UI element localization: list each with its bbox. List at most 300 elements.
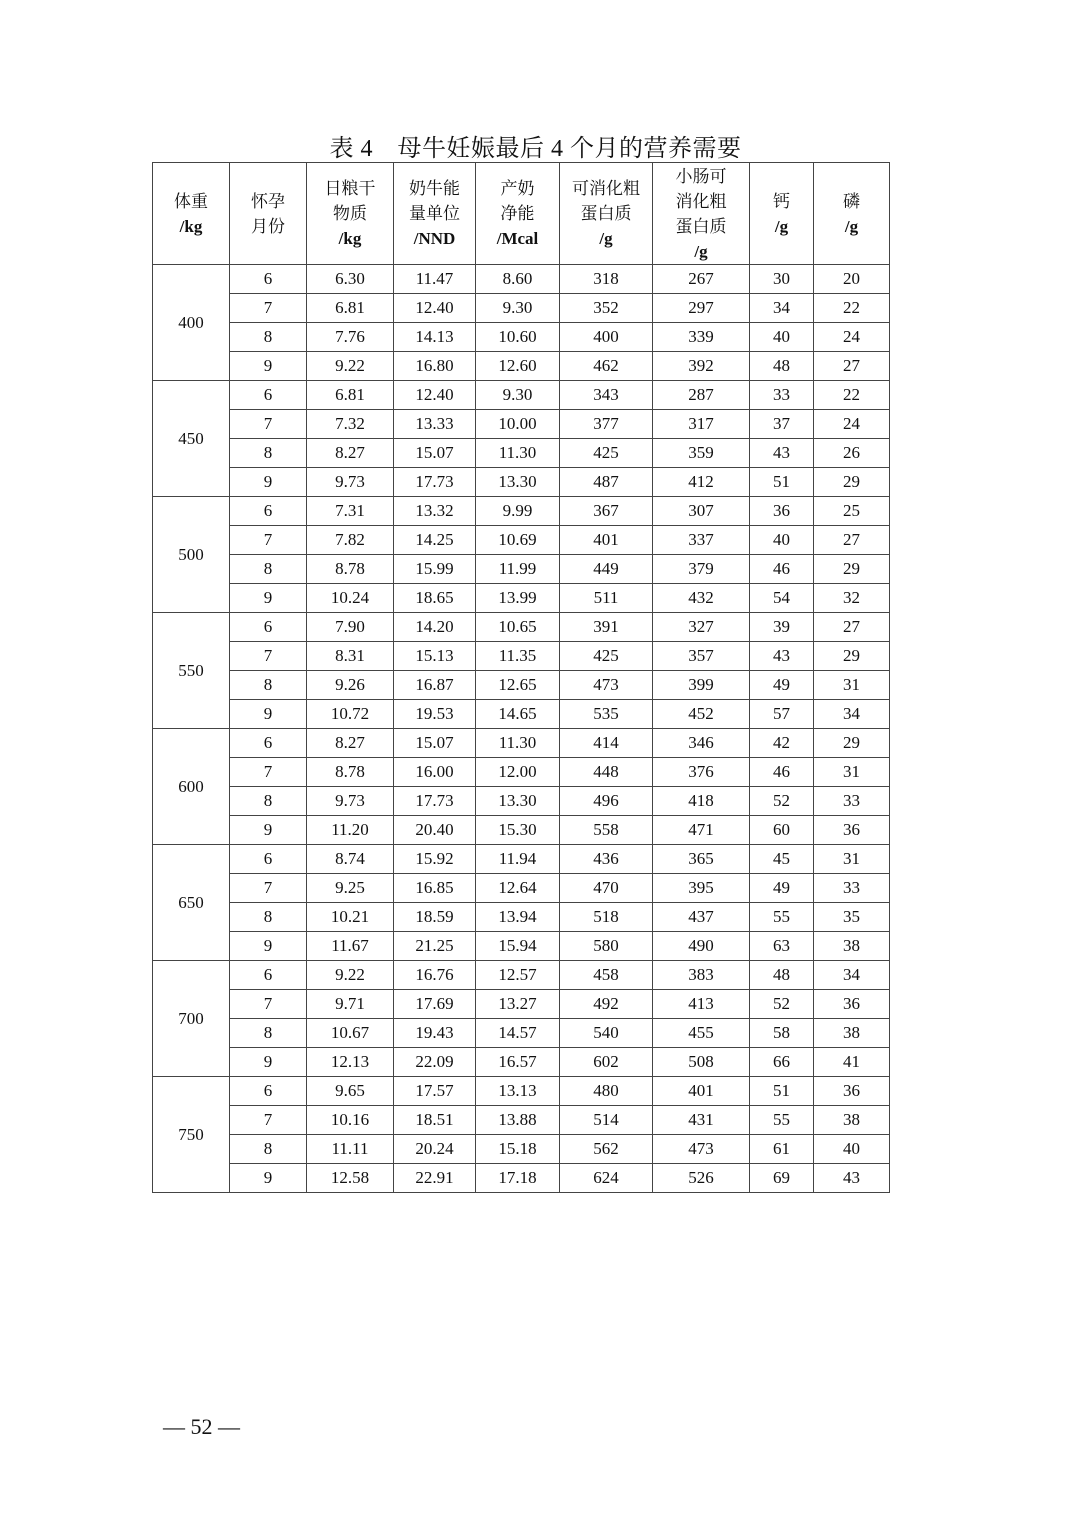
table-cell: 24: [814, 323, 890, 352]
table-cell: 25: [814, 497, 890, 526]
table-cell: 449: [560, 555, 653, 584]
table-cell: 12.58: [307, 1164, 394, 1193]
table-cell: 471: [653, 816, 750, 845]
table-cell: 8.27: [307, 439, 394, 468]
table-cell: 18.65: [394, 584, 476, 613]
table-cell: 13.13: [476, 1077, 560, 1106]
table-cell: 52: [750, 787, 814, 816]
table-cell: 49: [750, 671, 814, 700]
table-cell: 31: [814, 758, 890, 787]
table-cell: 48: [750, 352, 814, 381]
table-cell: 455: [653, 1019, 750, 1048]
table-cell: 39: [750, 613, 814, 642]
table-cell: 10.67: [307, 1019, 394, 1048]
column-header-line: 钙: [773, 191, 790, 211]
column-header-unit: /kg: [338, 229, 362, 248]
table-cell: 27: [814, 352, 890, 381]
table-cell: 395: [653, 874, 750, 903]
table-cell: 13.32: [394, 497, 476, 526]
table-cell: 6.30: [307, 265, 394, 294]
table-cell: 16.80: [394, 352, 476, 381]
table-cell: 12.40: [394, 381, 476, 410]
table-cell: 10.21: [307, 903, 394, 932]
table-cell: 9.73: [307, 468, 394, 497]
table-cell: 29: [814, 555, 890, 584]
table-cell: 6: [230, 845, 307, 874]
table-cell: 7.76: [307, 323, 394, 352]
table-cell: 7: [230, 642, 307, 671]
table-cell: 418: [653, 787, 750, 816]
column-header: [307, 163, 394, 265]
table-row: [153, 903, 890, 932]
table-cell: 8.74: [307, 845, 394, 874]
table-cell: 6: [230, 1077, 307, 1106]
table-cell: 57: [750, 700, 814, 729]
table-cell: 580: [560, 932, 653, 961]
table-cell: 7.82: [307, 526, 394, 555]
table-cell: 297: [653, 294, 750, 323]
table-cell: 17.57: [394, 1077, 476, 1106]
table-cell: 8.60: [476, 265, 560, 294]
table-row: [153, 294, 890, 323]
table-cell: 9.22: [307, 961, 394, 990]
table-row: [153, 526, 890, 555]
table-cell: 518: [560, 903, 653, 932]
table-cell: 470: [560, 874, 653, 903]
table-cell: 9: [230, 352, 307, 381]
table-cell: 11.11: [307, 1135, 394, 1164]
table-cell: 7: [230, 294, 307, 323]
table-cell: 7: [230, 526, 307, 555]
table-cell: 6.81: [307, 381, 394, 410]
page-number: — 52 —: [163, 1414, 240, 1439]
table-cell: 16.87: [394, 671, 476, 700]
table-cell: 8: [230, 671, 307, 700]
table-cell: 66: [750, 1048, 814, 1077]
table-cell: 36: [750, 497, 814, 526]
table-cell: 436: [560, 845, 653, 874]
table-cell: 10.00: [476, 410, 560, 439]
weight-cell: 750: [153, 1077, 230, 1193]
table-cell: 9.73: [307, 787, 394, 816]
table-cell: 492: [560, 990, 653, 1019]
table-cell: 9.99: [476, 497, 560, 526]
table-cell: 29: [814, 642, 890, 671]
table-cell: 15.92: [394, 845, 476, 874]
weight-cell: 550: [153, 613, 230, 729]
table-cell: 8: [230, 1135, 307, 1164]
column-header: [230, 163, 307, 265]
table-cell: 496: [560, 787, 653, 816]
table-cell: 8.78: [307, 758, 394, 787]
table-cell: 51: [750, 468, 814, 497]
table-row: [153, 642, 890, 671]
table-cell: 343: [560, 381, 653, 410]
table-row: [153, 584, 890, 613]
table-cell: 624: [560, 1164, 653, 1193]
table-cell: 32: [814, 584, 890, 613]
table-cell: 425: [560, 439, 653, 468]
table-cell: 8: [230, 1019, 307, 1048]
table-cell: 21.25: [394, 932, 476, 961]
column-header: [653, 163, 750, 265]
table-cell: 14.65: [476, 700, 560, 729]
table-cell: 562: [560, 1135, 653, 1164]
table-cell: 558: [560, 816, 653, 845]
table-cell: 22: [814, 294, 890, 323]
table-cell: 48: [750, 961, 814, 990]
table-row: [153, 758, 890, 787]
table-row: [153, 1019, 890, 1048]
column-header-line: 消化粗: [675, 191, 727, 211]
table-cell: 24: [814, 410, 890, 439]
table-row: [153, 787, 890, 816]
table-cell: 17.73: [394, 787, 476, 816]
table-cell: 9.22: [307, 352, 394, 381]
table-row: [153, 1135, 890, 1164]
table-cell: 38: [814, 1019, 890, 1048]
table-cell: 10.60: [476, 323, 560, 352]
table-cell: 14.20: [394, 613, 476, 642]
table-cell: 27: [814, 613, 890, 642]
table-cell: 318: [560, 265, 653, 294]
table-cell: 52: [750, 990, 814, 1019]
table-cell: 391: [560, 613, 653, 642]
table-cell: 30: [750, 265, 814, 294]
table-cell: 6.81: [307, 294, 394, 323]
table-cell: 9.26: [307, 671, 394, 700]
table-cell: 7: [230, 990, 307, 1019]
table-cell: 352: [560, 294, 653, 323]
table-row: [153, 961, 890, 990]
table-cell: 365: [653, 845, 750, 874]
column-header: [476, 163, 560, 265]
table-cell: 392: [653, 352, 750, 381]
weight-cell: 400: [153, 265, 230, 381]
table-cell: 22: [814, 381, 890, 410]
table-cell: 15.07: [394, 439, 476, 468]
table-cell: 35: [814, 903, 890, 932]
table-cell: 33: [750, 381, 814, 410]
table-cell: 514: [560, 1106, 653, 1135]
table-cell: 9: [230, 584, 307, 613]
table-cell: 69: [750, 1164, 814, 1193]
table-cell: 462: [560, 352, 653, 381]
table-cell: 10.69: [476, 526, 560, 555]
column-header-unit: /g: [774, 216, 789, 236]
table-cell: 15.30: [476, 816, 560, 845]
table-cell: 7: [230, 410, 307, 439]
table-cell: 18.59: [394, 903, 476, 932]
table-cell: 40: [750, 323, 814, 352]
table-cell: 16.57: [476, 1048, 560, 1077]
table-cell: 42: [750, 729, 814, 758]
table-cell: 38: [814, 932, 890, 961]
table-cell: 9.30: [476, 381, 560, 410]
table-cell: 29: [814, 468, 890, 497]
table-cell: 26: [814, 439, 890, 468]
table-row: [153, 1048, 890, 1077]
table-cell: 19.53: [394, 700, 476, 729]
table-cell: 6: [230, 381, 307, 410]
table-cell: 9.65: [307, 1077, 394, 1106]
table-cell: 13.27: [476, 990, 560, 1019]
table-cell: 12.00: [476, 758, 560, 787]
column-header-line: 可消化粗: [572, 179, 640, 198]
table-row: [153, 439, 890, 468]
table-cell: 526: [653, 1164, 750, 1193]
table-cell: 9: [230, 700, 307, 729]
table-cell: 8: [230, 323, 307, 352]
table-cell: 7.90: [307, 613, 394, 642]
table-cell: 12.64: [476, 874, 560, 903]
table-body: [153, 265, 890, 1193]
table-cell: 425: [560, 642, 653, 671]
table-row: [153, 555, 890, 584]
table-cell: 12.65: [476, 671, 560, 700]
table-cell: 9: [230, 1048, 307, 1077]
table-cell: 22.09: [394, 1048, 476, 1077]
table-cell: 602: [560, 1048, 653, 1077]
table-cell: 36: [814, 1077, 890, 1106]
table-row: [153, 816, 890, 845]
table-cell: 14.13: [394, 323, 476, 352]
weight-cell: 450: [153, 381, 230, 497]
table-cell: 400: [560, 323, 653, 352]
table-row: [153, 1164, 890, 1193]
table-cell: 12.40: [394, 294, 476, 323]
table-cell: 7: [230, 874, 307, 903]
table-cell: 54: [750, 584, 814, 613]
table-cell: 8: [230, 787, 307, 816]
table-cell: 6: [230, 613, 307, 642]
table-cell: 18.51: [394, 1106, 476, 1135]
table-cell: 487: [560, 468, 653, 497]
table-cell: 11.30: [476, 729, 560, 758]
table-row: [153, 497, 890, 526]
weight-cell: 700: [153, 961, 230, 1077]
column-header-line: 奶牛能: [409, 179, 460, 198]
table-cell: 11.67: [307, 932, 394, 961]
column-header: [750, 163, 814, 265]
table-cell: 34: [750, 294, 814, 323]
table-cell: 43: [750, 439, 814, 468]
table-cell: 20.24: [394, 1135, 476, 1164]
column-header-unit: /kg: [179, 216, 203, 236]
table-cell: 377: [560, 410, 653, 439]
table-cell: 8.27: [307, 729, 394, 758]
table-cell: 401: [653, 1077, 750, 1106]
table-cell: 8: [230, 555, 307, 584]
table-cell: 41: [814, 1048, 890, 1077]
nutrition-requirements-table: [152, 162, 890, 1193]
table-cell: 431: [653, 1106, 750, 1135]
table-cell: 307: [653, 497, 750, 526]
table-cell: 40: [814, 1135, 890, 1164]
table-cell: 413: [653, 990, 750, 1019]
table-cell: 473: [653, 1135, 750, 1164]
column-header-line: 蛋白质: [675, 216, 727, 236]
table-cell: 448: [560, 758, 653, 787]
table-cell: 412: [653, 468, 750, 497]
table-cell: 376: [653, 758, 750, 787]
table-row: [153, 700, 890, 729]
table-cell: 16.85: [394, 874, 476, 903]
table-row: [153, 671, 890, 700]
table-cell: 317: [653, 410, 750, 439]
table-cell: 51: [750, 1077, 814, 1106]
column-header-line: 净能: [500, 204, 535, 223]
table-cell: 13.30: [476, 787, 560, 816]
column-header-line: 磷: [843, 191, 860, 211]
table-cell: 9: [230, 1164, 307, 1193]
table-title: 表 4 母牛妊娠最后 4 个月的营养需要: [329, 136, 742, 162]
table-cell: 55: [750, 1106, 814, 1135]
table-cell: 43: [814, 1164, 890, 1193]
table-cell: 15.07: [394, 729, 476, 758]
table-cell: 511: [560, 584, 653, 613]
table-cell: 17.73: [394, 468, 476, 497]
table-cell: 11.47: [394, 265, 476, 294]
table-cell: 357: [653, 642, 750, 671]
column-header-unit: /NND: [413, 229, 456, 248]
table-cell: 31: [814, 845, 890, 874]
weight-cell: 500: [153, 497, 230, 613]
table-cell: 15.99: [394, 555, 476, 584]
table-row: [153, 381, 890, 410]
table-cell: 13.99: [476, 584, 560, 613]
table-cell: 55: [750, 903, 814, 932]
table-cell: 267: [653, 265, 750, 294]
table-cell: 46: [750, 555, 814, 584]
table-cell: 13.30: [476, 468, 560, 497]
table-row: [153, 990, 890, 1019]
table-cell: 7.32: [307, 410, 394, 439]
table-cell: 508: [653, 1048, 750, 1077]
table-cell: 60: [750, 816, 814, 845]
table-cell: 7: [230, 1106, 307, 1135]
table-cell: 9.30: [476, 294, 560, 323]
table-cell: 8.78: [307, 555, 394, 584]
column-header: [394, 163, 476, 265]
column-header-unit: /g: [599, 229, 613, 248]
table-cell: 11.99: [476, 555, 560, 584]
table-row: [153, 468, 890, 497]
table-row: [153, 729, 890, 758]
table-cell: 8.31: [307, 642, 394, 671]
header-row: [153, 163, 890, 265]
column-header-unit: /Mcal: [496, 229, 539, 248]
table-cell: 61: [750, 1135, 814, 1164]
table-cell: 58: [750, 1019, 814, 1048]
table-cell: 31: [814, 671, 890, 700]
table-cell: 414: [560, 729, 653, 758]
table-row: [153, 352, 890, 381]
column-header-line: 小肠可: [675, 166, 727, 186]
table-cell: 17.69: [394, 990, 476, 1019]
table-cell: 287: [653, 381, 750, 410]
table-cell: 36: [814, 816, 890, 845]
table-cell: 20.40: [394, 816, 476, 845]
table-cell: 11.94: [476, 845, 560, 874]
table-cell: 10.16: [307, 1106, 394, 1135]
table-cell: 379: [653, 555, 750, 584]
table-cell: 16.00: [394, 758, 476, 787]
table-cell: 15.94: [476, 932, 560, 961]
table-cell: 13.33: [394, 410, 476, 439]
table-cell: 33: [814, 874, 890, 903]
table-cell: 45: [750, 845, 814, 874]
table-cell: 535: [560, 700, 653, 729]
table-cell: 9.71: [307, 990, 394, 1019]
table-cell: 401: [560, 526, 653, 555]
table-cell: 19.43: [394, 1019, 476, 1048]
table-cell: 6: [230, 961, 307, 990]
table-cell: 9.25: [307, 874, 394, 903]
column-header-line: 体重: [174, 191, 208, 211]
table-row: [153, 410, 890, 439]
table-cell: 49: [750, 874, 814, 903]
table-cell: 13.94: [476, 903, 560, 932]
table-cell: 7.31: [307, 497, 394, 526]
table-cell: 34: [814, 961, 890, 990]
table-cell: 9: [230, 468, 307, 497]
table-cell: 29: [814, 729, 890, 758]
table-cell: 337: [653, 526, 750, 555]
table-cell: 10.72: [307, 700, 394, 729]
table-row: [153, 874, 890, 903]
table-cell: 490: [653, 932, 750, 961]
column-header-line: 物质: [333, 204, 367, 223]
table-cell: 33: [814, 787, 890, 816]
table-cell: 6: [230, 729, 307, 758]
table-cell: 40: [750, 526, 814, 555]
table-cell: 367: [560, 497, 653, 526]
table-cell: 9: [230, 932, 307, 961]
table-cell: 12.60: [476, 352, 560, 381]
table-row: [153, 613, 890, 642]
table-cell: 14.57: [476, 1019, 560, 1048]
table-cell: 63: [750, 932, 814, 961]
table-cell: 38: [814, 1106, 890, 1135]
table-cell: 6: [230, 497, 307, 526]
column-header: [560, 163, 653, 265]
table-row: [153, 1077, 890, 1106]
table-row: [153, 265, 890, 294]
table-cell: 452: [653, 700, 750, 729]
table-cell: 37: [750, 410, 814, 439]
table-cell: 339: [653, 323, 750, 352]
table-cell: 46: [750, 758, 814, 787]
table-cell: 359: [653, 439, 750, 468]
table-cell: 432: [653, 584, 750, 613]
table-cell: 480: [560, 1077, 653, 1106]
table-cell: 34: [814, 700, 890, 729]
column-header-line: 月份: [251, 216, 285, 236]
column-header-unit: /g: [844, 216, 859, 236]
column-header-line: 量单位: [409, 204, 460, 223]
table-cell: 458: [560, 961, 653, 990]
table-cell: 10.24: [307, 584, 394, 613]
table-cell: 11.20: [307, 816, 394, 845]
table-row: [153, 845, 890, 874]
table-cell: 13.88: [476, 1106, 560, 1135]
table-cell: 11.30: [476, 439, 560, 468]
table-cell: 15.18: [476, 1135, 560, 1164]
table-cell: 437: [653, 903, 750, 932]
column-header-line: 怀孕: [251, 191, 285, 211]
table-cell: 10.65: [476, 613, 560, 642]
